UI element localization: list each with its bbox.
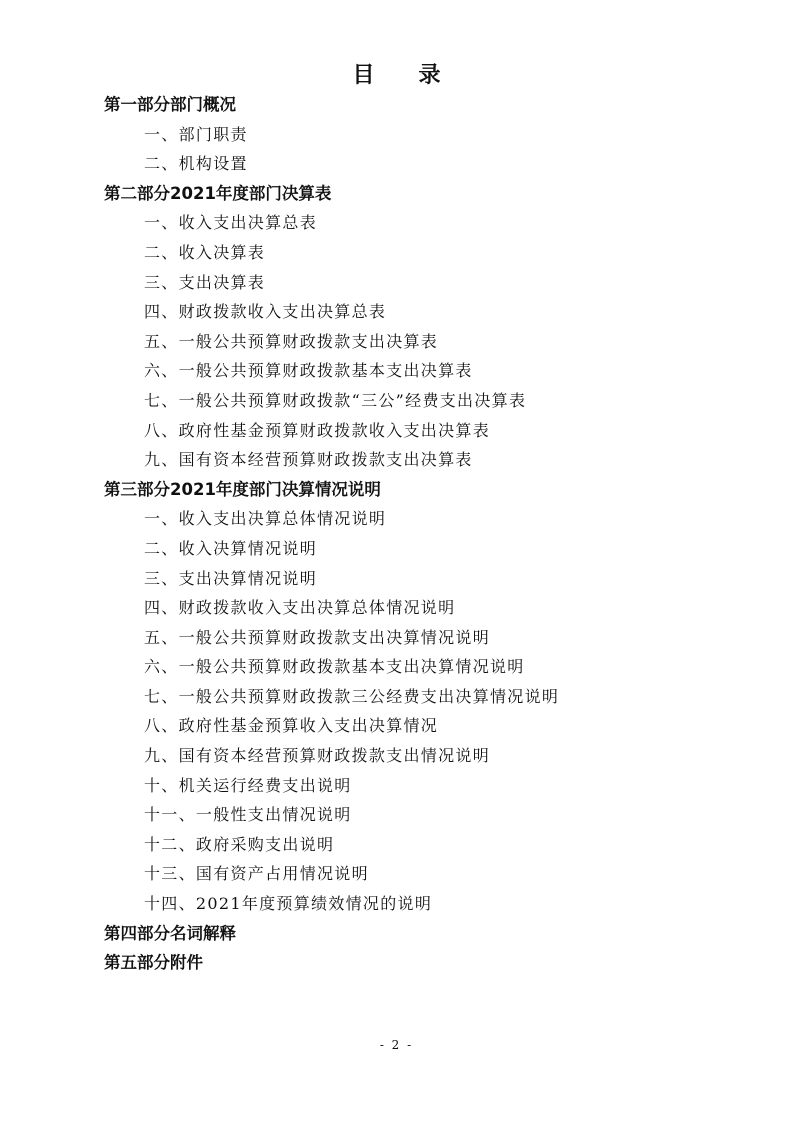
toc-item: 四、财政拨款收入支出决算总体情况说明	[144, 598, 456, 618]
toc-item: 九、国有资本经营预算财政拨款支出情况说明	[144, 746, 491, 766]
toc-part-heading: 第二部分2021年度部门决算表	[104, 183, 332, 203]
toc-item: 五、一般公共预算财政拨款支出决算情况说明	[144, 627, 491, 647]
toc-item: 十四、2021年度预算绩效情况的说明	[144, 894, 433, 914]
toc-item: 八、政府性基金预算收入支出决算情况	[144, 716, 439, 736]
toc-item: 四、财政拨款收入支出决算总表	[144, 302, 387, 322]
toc-part-heading: 第五部分附件	[104, 953, 203, 973]
toc-item: 十一、一般性支出情况说明	[144, 805, 352, 825]
toc-item: 一、收入支出决算总体情况说明	[144, 509, 387, 529]
toc-item: 十、机关运行经费支出说明	[144, 775, 352, 795]
toc-part-heading: 第三部分2021年度部门决算情况说明	[104, 479, 381, 499]
toc-part-heading: 第一部分部门概况	[104, 95, 236, 114]
toc-item: 三、支出决算表	[144, 272, 266, 292]
toc-item: 六、一般公共预算财政拨款基本支出决算情况说明	[144, 657, 525, 677]
page-number: - 2 -	[379, 1038, 414, 1052]
toc-item: 二、机构设置	[144, 154, 248, 174]
toc-item: 二、收入决算表	[144, 242, 266, 262]
toc-item: 十二、政府采购支出说明	[144, 834, 335, 854]
toc-item: 三、支出决算情况说明	[144, 568, 318, 588]
toc-item: 七、一般公共预算财政拨款“三公”经费支出决算表	[144, 390, 527, 410]
table-of-contents	[104, 90, 733, 978]
toc-item: 七、一般公共预算财政拨款三公经费支出决算情况说明	[144, 686, 560, 706]
toc-item: 八、政府性基金预算财政拨款收入支出决算表	[144, 420, 491, 440]
page-title: 目 录	[352, 63, 441, 88]
toc-item: 一、部门职责	[144, 124, 248, 144]
toc-item: 五、一般公共预算财政拨款支出决算表	[144, 331, 439, 351]
toc-item: 一、收入支出决算总表	[144, 213, 318, 233]
toc-part-heading: 第四部分名词解释	[104, 923, 236, 943]
toc-item: 六、一般公共预算财政拨款基本支出决算表	[144, 361, 473, 381]
toc-item: 二、收入决算情况说明	[144, 538, 318, 558]
toc-item: 十三、国有资产占用情况说明	[144, 864, 369, 884]
toc-item: 九、国有资本经营预算财政拨款支出决算表	[144, 450, 473, 470]
